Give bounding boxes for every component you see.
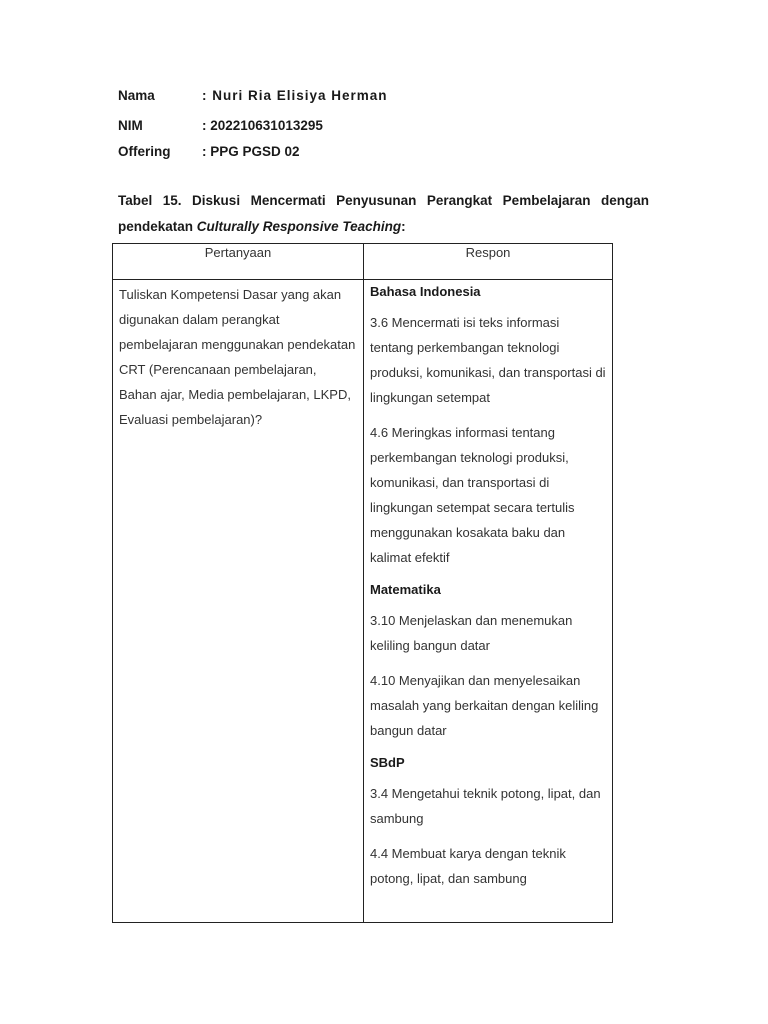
caption-line-1: Tabel 15. Diskusi Mencermati Penyusunan Perangkat Pembelajaran dengan <box>118 193 649 208</box>
nim-value: : 202210631013295 <box>202 118 323 133</box>
competency-item: 3.4 Mengetahui teknik potong, lipat, dan sambung <box>370 786 601 826</box>
offering-value: : PPG PGSD 02 <box>202 144 300 159</box>
caption-italic-term: Culturally Responsive Teaching <box>196 219 402 234</box>
caption-line-2-suffix: : <box>401 219 406 234</box>
nim-label: NIM <box>118 118 143 133</box>
subject-title-matematika: Matematika <box>370 582 441 597</box>
header-respon: Respon <box>364 244 613 280</box>
discussion-table <box>112 243 613 923</box>
table-caption <box>118 188 649 240</box>
competency-item: 3.6 Mencermati isi teks informasi tentang perkembangan teknologi produksi, komunikasi, dan transportasi di lingkungan setempat <box>370 315 606 405</box>
name-value: : Nuri Ria Elisiya Herman <box>202 88 388 103</box>
competency-item: 4.10 Menyajikan dan menyelesaikan masalah yang berkaitan dengan keliling bangun datar <box>370 673 599 738</box>
table-row <box>113 280 613 923</box>
question-cell: Tuliskan Kompetensi Dasar yang akan digunakan dalam perangkat pembelajaran menggunakan pendekatan CRT (Perencanaan pembelajaran, Bahan ajar, Media pembelajaran, LKPD, Evaluasi pembelajaran)? <box>113 280 364 923</box>
subject-title-sbdp: SBdP <box>370 755 405 770</box>
caption-line-2-prefix: pendekatan <box>118 219 197 234</box>
response-cell <box>364 280 613 923</box>
header-pertanyaan: Pertanyaan <box>113 244 364 280</box>
name-label: Nama <box>118 88 155 103</box>
competency-item: 3.10 Menjelaskan dan menemukan keliling bangun datar <box>370 613 573 653</box>
competency-item: 4.6 Meringkas informasi tentang perkembangan teknologi produksi, komunikasi, dan transportasi di lingkungan setempat secara tertulis menggunakan kosakata baku dan kalimat efektif <box>370 425 575 565</box>
table-header-row <box>113 244 613 280</box>
competency-item: 4.4 Membuat karya dengan teknik potong, lipat, dan sambung <box>370 846 566 886</box>
subject-title-bahasa-indonesia: Bahasa Indonesia <box>370 284 481 299</box>
offering-label: Offering <box>118 144 171 159</box>
